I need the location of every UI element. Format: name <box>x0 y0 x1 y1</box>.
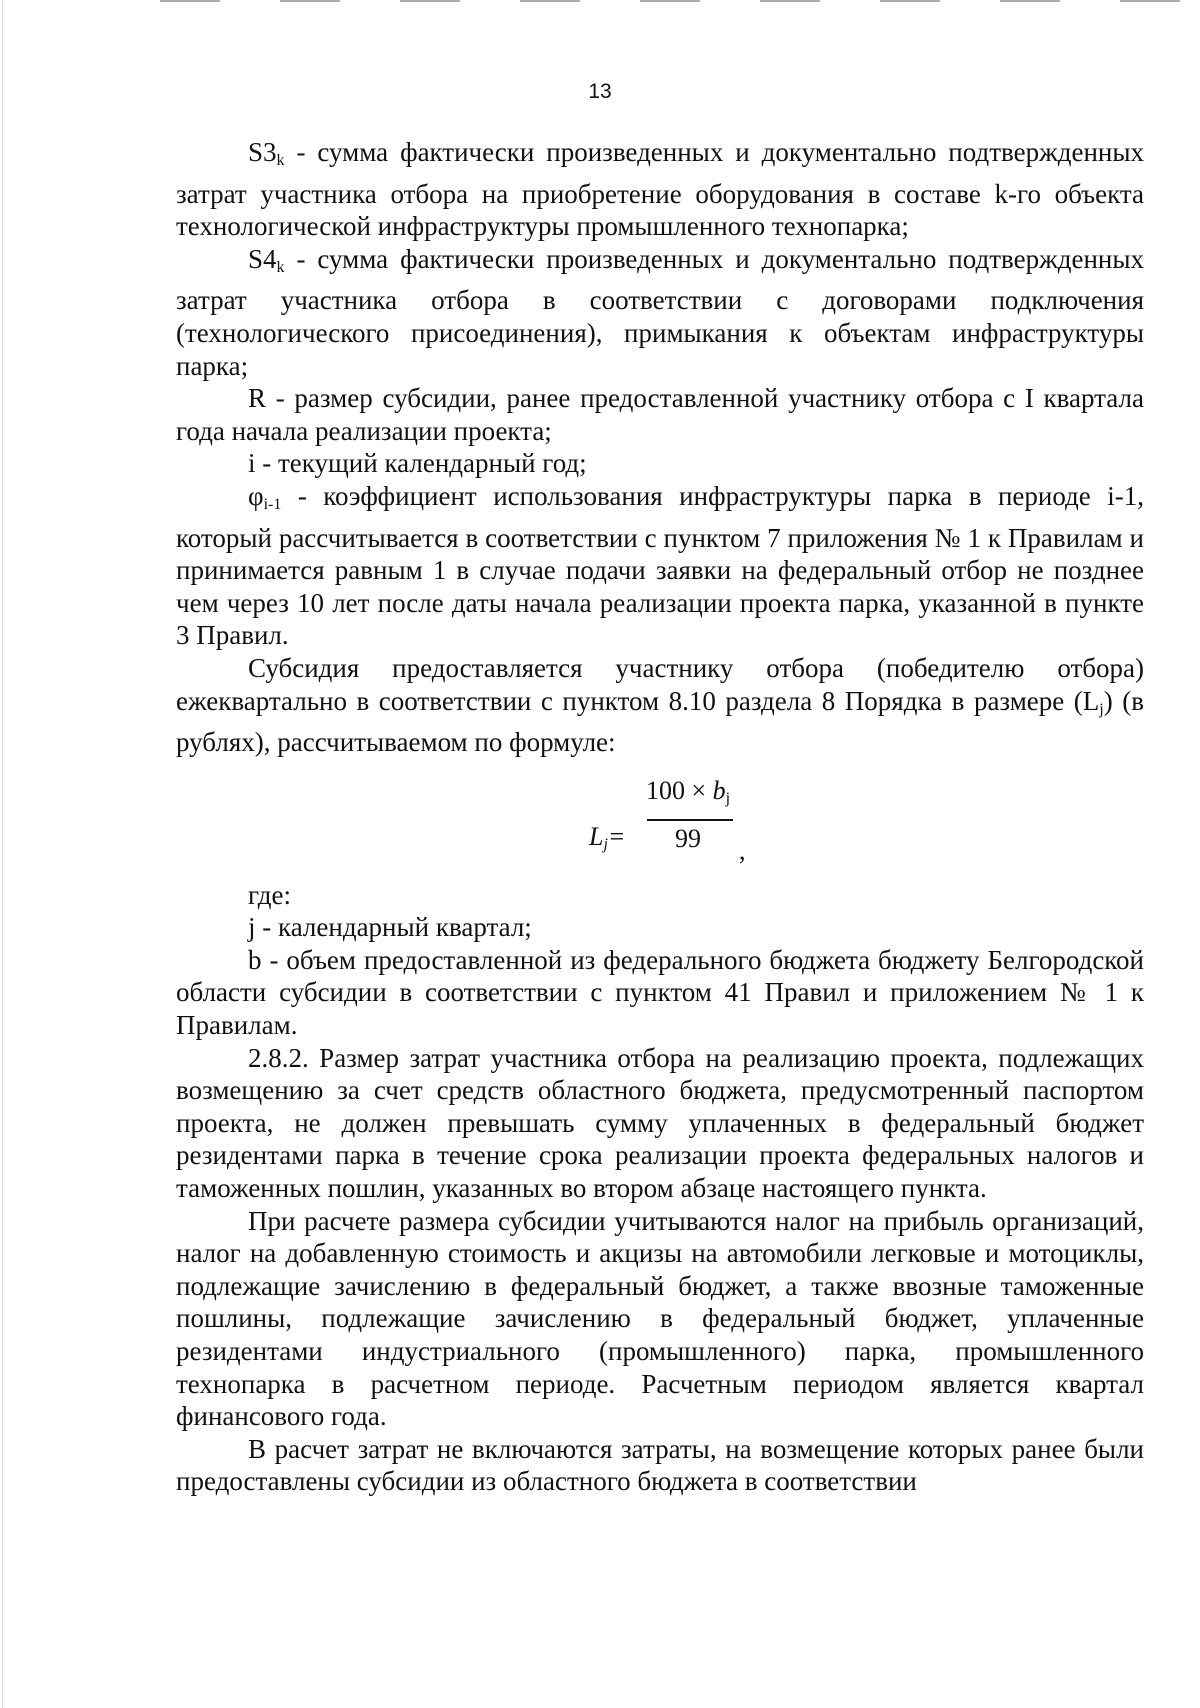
scan-edge-top <box>160 0 1200 2</box>
paragraph-2-8-2: 2.8.2. Размер затрат участника отбора на реализацию проекта, подлежащих возмещению за счет средств областного бюджета, предусмотренный паспортом проекта, не должен превышать сумму уплаченных в федеральный бюджет резидентами парка в течение срока реализации проекта федеральных налогов и таможенных пошлин, указанных во втором абзаце настоящего пункта. <box>176 1042 1144 1204</box>
paragraph-phi <box>176 480 1144 652</box>
paragraph-i: i - текущий календарный год; <box>248 448 587 479</box>
phi-definition: - коэффициент использования инфраструктуры парка в периоде i-1, который рассчитывается в соответствии с пунктом 7 приложения № 1 к Правилам и принимается равным 1 в случае подачи заявки на федеральный отбор не позднее чем через 10 лет после даты начала реализации проекта парка, указанной в пункте 3 Правил. <box>176 480 1144 651</box>
subsidy-subscript: j <box>1099 700 1104 718</box>
paragraph-r: R - размер субсидии, ранее предоставленной участнику отбора с I квартала года начала реализации проекта; <box>176 383 1144 446</box>
paragraph-s4 <box>176 243 1144 382</box>
s4-subscript: k <box>276 258 285 276</box>
s3-subscript: k <box>276 152 285 169</box>
subsidy-text-b: ) (в рублях), рассчитываемом по формуле: <box>176 685 1144 758</box>
document-body <box>176 136 1144 1498</box>
formula-numerator-sub: j <box>725 789 731 807</box>
formula-numerator <box>643 775 733 820</box>
s4-definition: - сумма фактически произведенных и документально подтвержденных затрат участника отбора в соответствии с договорами подключения (технологического присоединения), примыкания к объектам инфраструктуры парка; <box>176 243 1144 381</box>
paragraph-exclusions: В расчет затрат не включаются затраты, на возмещение которых ранее были предоставлены субсидии из областного бюджета в соответствии <box>176 1433 1144 1497</box>
formula-equals: = <box>607 821 626 851</box>
formula-lhs-sub: j <box>603 835 608 853</box>
paragraph-j: j - календарный квартал; <box>248 912 532 943</box>
formula-trailing-comma: , <box>739 835 746 865</box>
phi-symbol: φ <box>248 480 264 511</box>
formula-lhs-var: L <box>589 821 604 851</box>
formula-numerator-coef: 100 × <box>645 775 713 805</box>
paragraph-b: b - объем предоставленной из федерального бюджета бюджету Белгородской области субсидии в соответствии с пунктом 41 Правил и приложением № 1 к Правилам. <box>176 944 1144 1041</box>
formula-block <box>176 759 1144 879</box>
s3-label: S3 <box>248 137 277 167</box>
phi-subscript: i-1 <box>263 495 282 513</box>
paragraph-calculation: При расчете размера субсидии учитываются налог на прибыль организаций, налог на добавленную стоимость и акцизы на автомобили легковые и мотоциклы, подлежащие зачислению в федеральный бюджет, а также ввозные таможенные пошлины, подлежащие зачислению в федеральный бюджет, уплаченные резидентами индустриального (промышленного) парка, промышленного технопарка в расчетном периоде. Расчетным периодом является квартал финансового года. <box>176 1205 1144 1432</box>
formula-numerator-var: b <box>712 775 726 805</box>
paragraph-subsidy <box>176 652 1144 759</box>
page-number: 13 <box>588 80 612 103</box>
paragraph-where: где: <box>248 879 291 910</box>
formula-denominator: 99 <box>675 823 701 853</box>
formula-lhs <box>589 821 625 862</box>
paragraph-s3 <box>176 136 1144 243</box>
formula-fraction <box>643 775 733 856</box>
subsidy-text-a: Субсидия предоставляется участнику отбора (победителю отбора) ежеквартально в соответствии с пунктом 8.10 раздела 8 Порядка в размере (L <box>176 652 1144 716</box>
scan-edge-left <box>2 0 3 1708</box>
s4-label: S4 <box>248 243 277 274</box>
s3-definition: - сумма фактически произведенных и документально подтвержденных затрат участника отбора на приобретение оборудования в составе k-го объекта технологической инфраструктуры промышленного технопарка; <box>176 137 1144 242</box>
